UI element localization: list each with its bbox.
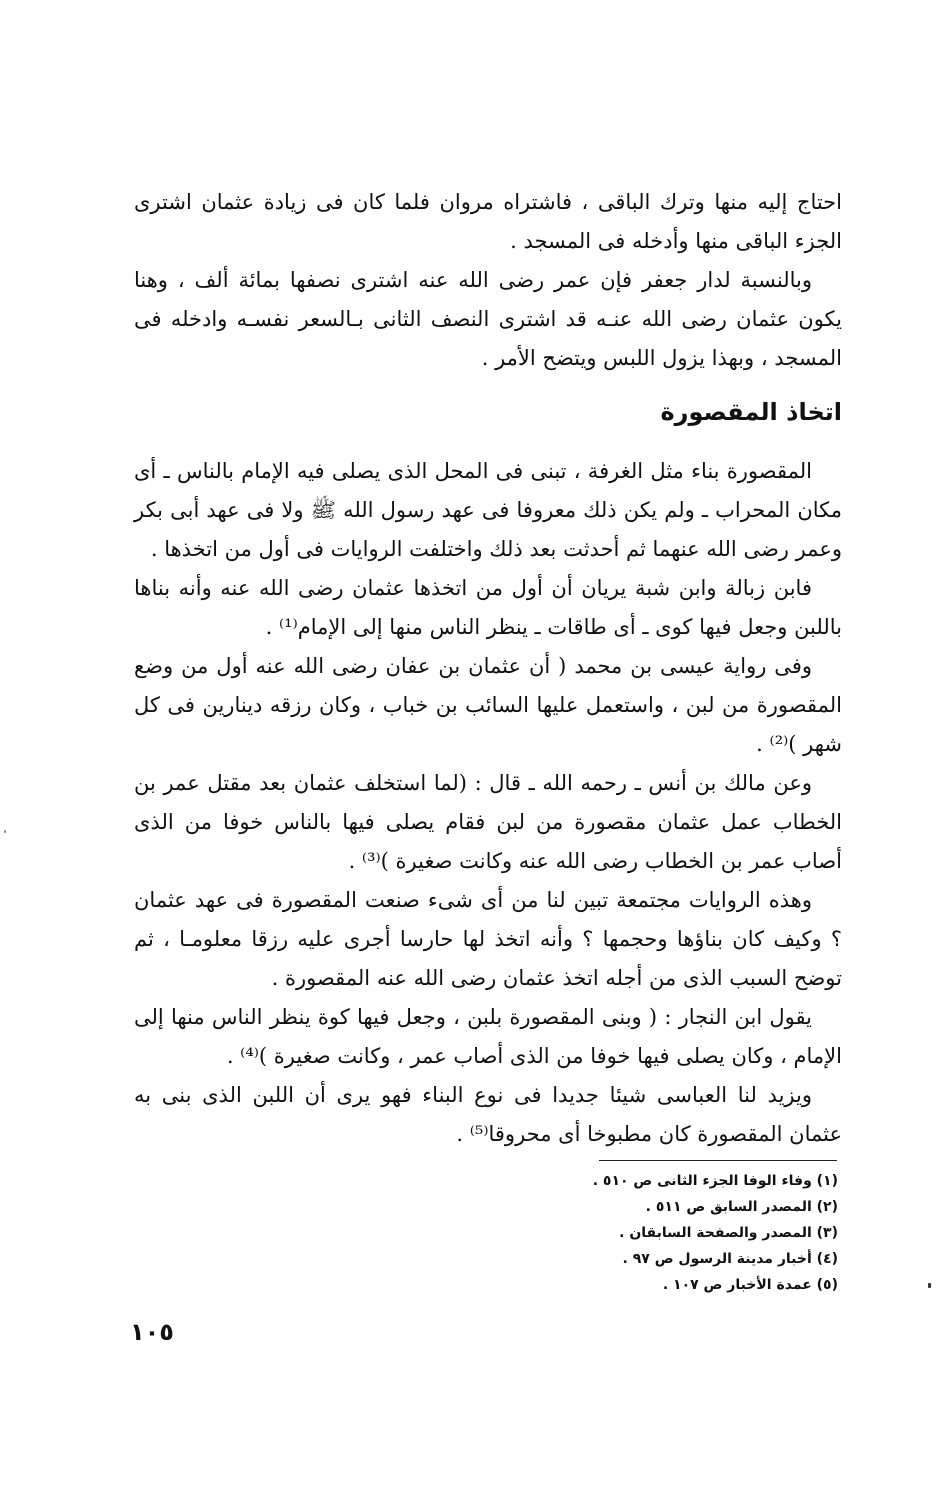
footnote: (٢) المصدر السابق ص ٥١١ .	[645, 1199, 838, 1215]
page-number: ١٠٥	[130, 1318, 174, 1346]
footnote: (٣) المصدر والصفحة السابقان .	[619, 1225, 838, 1241]
scan-speck	[928, 1283, 931, 1288]
paragraph: فابن زبالة وابن شبة يريان أن أول من اتخذها عثمان رضى الله عنه وأنه بناها باللبن وجعل فيها كوى ـ أى طاقات ـ ينظر الناس منها إلى الإمام⁽¹⁾ .	[134, 576, 842, 639]
paragraph: وعن مالك بن أنس ـ رحمه الله ـ قال : (لما استخلف عثمان بعد مقتل عمر بن الخطاب عمل عثمان مقصورة من لبن فقام يصلى فيها بالناس خوفا من الذى أصاب عمر بن الخطاب رضى الله عنه وكانت صغيرة )⁽³⁾ .	[134, 771, 842, 873]
paragraph: وبالنسبة لدار جعفر فإن عمر رضى الله عنه اشترى نصفها بمائة ألف ، وهنا يكون عثمان رضى الله عنـه قد اشترى النصف الثانى بـالسعر نفسـه وادخله فى المسجد ، وبهذا يزول اللبس ويتضح الأمر .	[134, 268, 842, 370]
body-text-top	[134, 183, 842, 378]
scan-speck	[4, 830, 6, 833]
footnotes-list	[438, 1168, 838, 1298]
paragraph: وفى رواية عيسى بن محمد ( أن عثمان بن عفان رضى الله عنه أول من وضع المقصورة من لبن ، واستعمل عليها السائب بن خباب ، وكان رزقه دينارين فى كل شهر )⁽²⁾ .	[134, 654, 842, 756]
footnote: (٤) أخبار مدينة الرسول ص ٩٧ .	[622, 1251, 838, 1267]
paragraph: المقصورة بناء مثل الغرفة ، تبنى فى المحل الذى يصلى فيه الإمام بالناس ـ أى مكان المحراب ـ ولم يكن ذلك معروفا فى عهد رسول الله ﷺ ولا فى عهد أبى بكر وعمر رضى الله عنهما ثم أحدثت بعد ذلك واختلفت الروايات فى أول من اتخذها .	[134, 459, 842, 561]
footnote: (٥) عمدة الأخبار ص ١٠٧ .	[662, 1277, 838, 1293]
paragraph: وهذه الروايات مجتمعة تبين لنا من أى شىء صنعت المقصورة فى عهد عثمان ؟ وكيف كان بناؤها وحجمها ؟ وأنه اتخذ لها حارسا أجرى عليه رزقا معلومـا ، ثم توضح السبب الذى من أجله اتخذ عثمان رضى الله عنه المقصورة .	[134, 888, 842, 990]
footnote: (١) وفاء الوفا الجزء الثانى ص ٥١٠ .	[592, 1173, 838, 1189]
paragraph: ويزيد لنا العباسى شيئا جديدا فى نوع البناء فهو يرى أن اللبن الذى بنى به عثمان المقصورة كان مطبوخا أى محروقا⁽⁵⁾ .	[134, 1083, 842, 1146]
footnote-divider	[599, 1160, 837, 1161]
paragraph: يقول ابن النجار : ( وبنى المقصورة بلبن ، وجعل فيها كوة ينظر الناس منها إلى الإمام ، وكان يصلى فيها خوفا من الذى أصاب عمر ، وكانت صغيرة )⁽⁴⁾ .	[134, 1005, 842, 1068]
paragraph: احتاج إليه منها وترك الباقى ، فاشتراه مروان فلما كان فى زيادة عثمان اشترى الجزء الباقى منها وأدخله فى المسجد .	[134, 190, 842, 253]
body-text-bottom	[134, 452, 842, 1154]
section-heading: اتخاذ المقصورة	[660, 398, 842, 426]
